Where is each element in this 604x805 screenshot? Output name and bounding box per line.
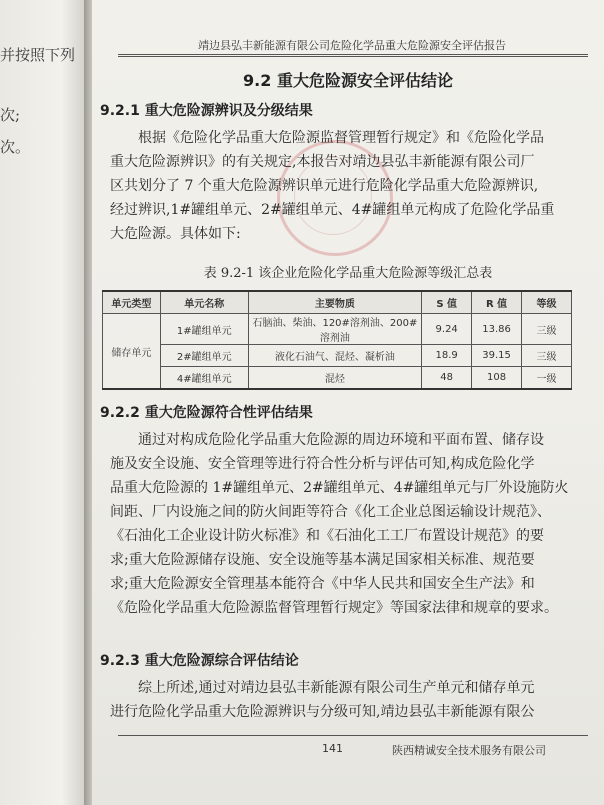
level-cell: 三级 xyxy=(522,345,572,367)
text-line: 综上所述,通过对靖边县弘丰新能源有限公司生产单元和储存单元 xyxy=(138,680,535,696)
header-rule xyxy=(118,54,588,57)
section-title: 9.2 重大危险源安全评估结论 xyxy=(243,71,453,90)
substance-cell: 石脑油、柴油、120#溶剂油、200#溶剂油 xyxy=(248,314,422,345)
paragraph-identification xyxy=(110,126,580,246)
footer-company: 陕西精诚安全技术服务有限公司 xyxy=(392,744,546,757)
table-row xyxy=(103,345,572,367)
column-header: 等级 xyxy=(522,291,572,314)
column-header: 单元名称 xyxy=(160,291,248,314)
text-line: 经过辨识,1#罐组单元、2#罐组单元、4#罐组单元构成了危险化学品重 xyxy=(110,202,555,218)
table-row xyxy=(103,367,572,390)
text-line: 重大危险源辨识》的有关规定,本报告对靖边县弘丰新能源有限公司厂 xyxy=(110,154,535,170)
text-line: 间距、厂内设施之间的防火间距等符合《化工企业总图运输设计规范》、 xyxy=(110,504,551,520)
paragraph-compliance xyxy=(110,428,580,620)
column-header: 单元类型 xyxy=(103,291,161,314)
text-line: 《危险化学品重大危险源监督管理暂行规定》等国家法律和规章的要求。 xyxy=(110,600,558,616)
table-row xyxy=(103,314,572,345)
text-line: 进行危险化学品重大危险源辨识与分级可知,靖边县弘丰新能源有限公 xyxy=(110,704,535,720)
text-line: 根据《危险化学品重大危险源监督管理暂行规定》和《危险化学品 xyxy=(138,130,544,146)
r-value-cell: 13.86 xyxy=(472,314,522,345)
hazard-level-table xyxy=(102,290,572,390)
level-cell: 三级 xyxy=(522,314,572,345)
column-header: 主要物质 xyxy=(248,291,422,314)
column-header: S 值 xyxy=(422,291,472,314)
text-line: 区共划分了 7 个重大危险源辨识单元进行危险化学品重大危险源辨识, xyxy=(110,178,539,194)
text-line: 施及安全设施、安全管理等进行符合性分析与评估可知,构成危险化学 xyxy=(110,456,535,472)
text-line: 求;重大危险源储存设施、安全设施等基本满足国家相关标准、规范要 xyxy=(110,552,535,568)
s-value-cell: 48 xyxy=(422,367,472,390)
subsection-title-2: 9.2.2 重大危险源符合性评估结果 xyxy=(100,405,313,421)
text-line: 大危险源。具体如下: xyxy=(110,226,241,242)
left-page-fragment: 次; xyxy=(0,106,21,124)
document-page xyxy=(92,0,604,805)
s-value-cell: 9.24 xyxy=(422,314,472,345)
r-value-cell: 108 xyxy=(472,367,522,390)
table-caption: 表 9.2-1 该企业危险化学品重大危险源等级汇总表 xyxy=(203,266,493,281)
paragraph-conclusion xyxy=(110,676,580,724)
text-line: 通过对构成危险化学品重大危险源的周边环境和平面布置、储存设 xyxy=(138,432,544,448)
footer-rule xyxy=(118,735,588,736)
table-header-row xyxy=(103,291,572,314)
subsection-title-1: 9.2.1 重大危险源辨识及分级结果 xyxy=(100,103,313,119)
unit-name-cell: 1#罐组单元 xyxy=(160,314,248,345)
level-cell: 一级 xyxy=(522,367,572,390)
text-line: 求;重大危险源安全管理基本能符合《中华人民共和国安全生产法》和 xyxy=(110,576,535,592)
unit-type-cell: 储存单元 xyxy=(103,314,161,390)
running-header: 靖边县弘丰新能源有限公司危险化学品重大危险源安全评估报告 xyxy=(198,39,506,52)
left-page-edge xyxy=(0,0,88,805)
s-value-cell: 18.9 xyxy=(422,345,472,367)
r-value-cell: 39.15 xyxy=(472,345,522,367)
unit-name-cell: 4#罐组单元 xyxy=(160,367,248,390)
substance-cell: 液化石油气、混烃、凝析油 xyxy=(248,345,422,367)
text-line: 《石油化工企业设计防火标准》和《石油化工工厂布置设计规范》的要 xyxy=(110,528,544,544)
unit-name-cell: 2#罐组单元 xyxy=(160,345,248,367)
subsection-title-3: 9.2.3 重大危险源综合评估结论 xyxy=(100,653,299,669)
page-number: 141 xyxy=(322,742,343,755)
text-line: 品重大危险源的 1#罐组单元、2#罐组单元、4#罐组单元与厂外设施防火 xyxy=(110,480,569,496)
left-page-fragment: 并按照下列 xyxy=(0,46,76,64)
left-page-fragment: 次。 xyxy=(0,138,31,156)
column-header: R 值 xyxy=(472,291,522,314)
substance-cell: 混烃 xyxy=(248,367,422,390)
